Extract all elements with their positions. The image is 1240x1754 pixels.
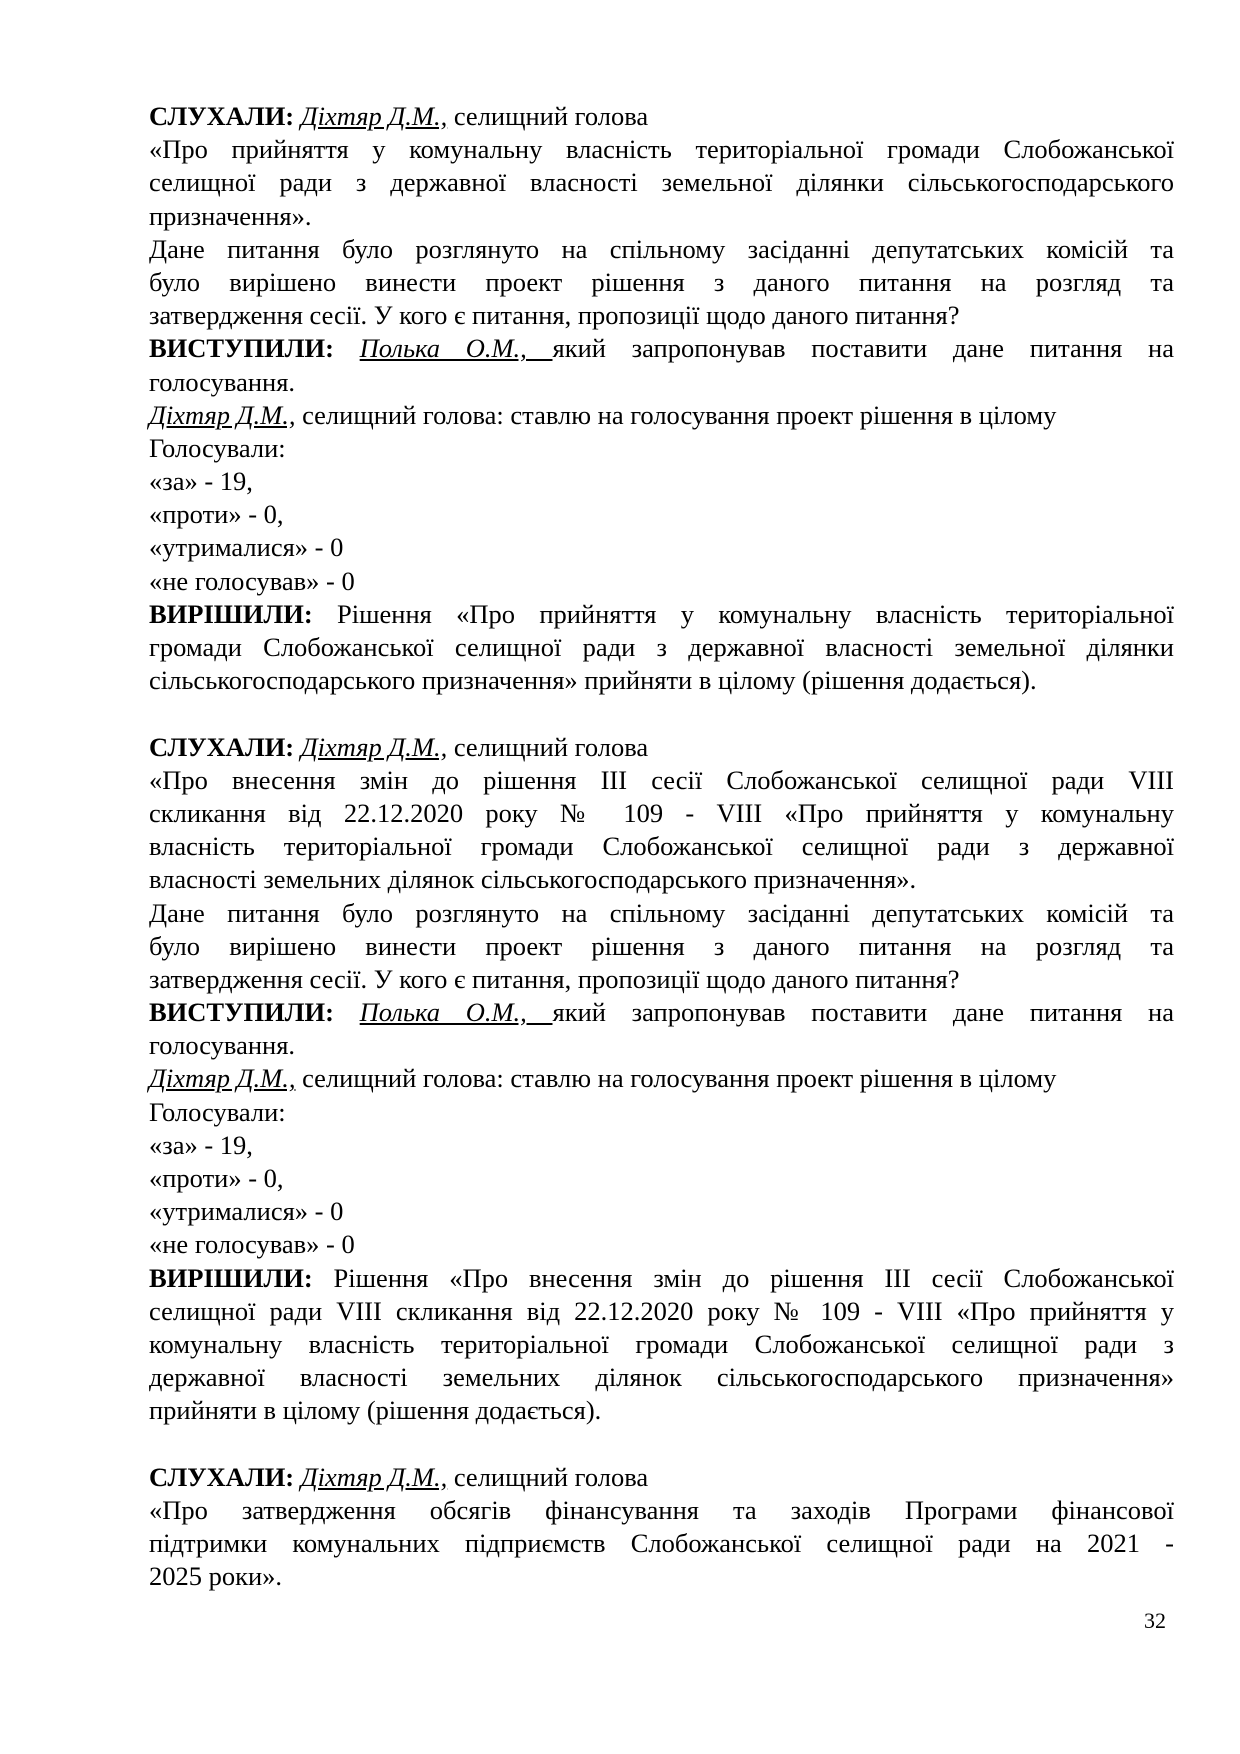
decision-line: комунальну власність територіальної громади Слобожанської селищної ради з	[149, 1328, 1174, 1359]
heard-label: СЛУХАЛИ:	[149, 101, 295, 131]
topic-line: призначення».	[149, 200, 312, 231]
chair-name: Діхтяр Д.М.,	[149, 1063, 296, 1094]
heard-line	[149, 100, 1174, 133]
decision-line	[149, 1262, 1174, 1295]
topic-line: селищної ради з державної власності земельної ділянки сільськогосподарського	[149, 167, 1174, 198]
decision-line: сільськогосподарського призначення» прийняти в цілому (рішення додається).	[149, 665, 1037, 696]
discussion-line: було вирішено винести проект рішення з даного питання на розгляд та	[149, 266, 1174, 297]
vote-for: «за» - 19,	[149, 466, 253, 497]
speaker-name: Діхтяр Д.М.,	[300, 1461, 448, 1492]
page-number: 32	[1144, 1608, 1166, 1633]
topic-line: 2025 роки».	[149, 1561, 283, 1592]
speaker-role: селищний голова	[453, 101, 649, 131]
vote-for: «за» - 19,	[149, 1129, 253, 1160]
vote-not-voted: «не голосував» - 0	[149, 565, 355, 596]
voted-label: Голосували:	[149, 1096, 286, 1127]
spoke-name: Полька О.М.,	[359, 997, 553, 1028]
heard-label: СЛУХАЛИ:	[149, 1461, 295, 1492]
speaker-name: Діхтяр Д.М.,	[300, 101, 448, 131]
chair-name: Діхтяр Д.М.,	[149, 399, 296, 430]
speaker-name: Діхтяр Д.М.,	[300, 731, 448, 762]
topic-line: власність територіальної громади Слобожанської селищної ради з державної	[149, 831, 1174, 862]
topic-line: власності земельних ділянок сільськогосподарського призначення».	[149, 864, 917, 895]
topic-line: «Про прийняття у комунальну власність територіальної громади Слобожанської	[149, 134, 1174, 165]
section-gap	[149, 1428, 1174, 1461]
section-gap	[149, 697, 1174, 730]
speaker-role: селищний голова	[453, 731, 649, 762]
spoke-label: ВИСТУПИЛИ:	[149, 333, 334, 364]
spoke-line	[149, 996, 1174, 1029]
vote-against: «проти» - 0,	[149, 1163, 284, 1193]
vote-not-voted: «не голосував» - 0	[149, 1229, 355, 1260]
decided-label: ВИРІШИЛИ:	[149, 598, 313, 629]
discussion-line: було вирішено винести проект рішення з даного питання на розгляд та	[149, 930, 1174, 961]
decision-line: селищної ради VIII скликання від 22.12.2020 року № 109 - VIII «Про прийняття у	[149, 1295, 1174, 1326]
voted-label: Голосували:	[149, 432, 286, 463]
heard-line	[149, 1461, 1174, 1494]
heard-line	[149, 731, 1174, 764]
decision-text: Рішення «Про внесення змін до рішення ІІІ сесії Слобожанської	[333, 1262, 1174, 1293]
chair-line	[149, 1062, 1174, 1095]
spoke-text: який запропонував поставити дане питання на	[552, 333, 1174, 364]
spoke-continuation: голосування.	[149, 366, 296, 397]
decision-line: прийняти в цілому (рішення додається).	[149, 1395, 602, 1426]
discussion-line: Дане питання було розглянуто на спільному засіданні депутатських комісій та	[149, 897, 1174, 928]
spoke-text: який запропонував поставити дане питання на	[552, 997, 1174, 1028]
vote-abstained: «утрималися» - 0	[149, 532, 344, 563]
discussion-line: Дане питання було розглянуто на спільному засіданні депутатських комісій та	[149, 233, 1174, 264]
discussion-line: затвердження сесії. У кого є питання, пропозиції щодо даного питання?	[149, 963, 960, 994]
spoke-label: ВИСТУПИЛИ:	[149, 997, 334, 1028]
vote-abstained: «утрималися» - 0	[149, 1196, 344, 1227]
decision-line	[149, 598, 1174, 631]
spoke-name: Полька О.М.,	[359, 333, 553, 364]
vote-against: «проти» - 0,	[149, 499, 284, 530]
decided-label: ВИРІШИЛИ:	[149, 1262, 313, 1293]
decision-line: громади Слобожанської селищної ради з державної власності земельної ділянки	[149, 632, 1174, 662]
chair-text: селищний голова: ставлю на голосування проект рішення в цілому	[295, 399, 1057, 430]
topic-line: «Про затвердження обсягів фінансування та заходів Програми фінансової	[149, 1494, 1174, 1525]
decision-text: Рішення «Про прийняття у комунальну власність територіальної	[337, 598, 1175, 629]
document-page	[149, 100, 1174, 1593]
topic-line: скликання від 22.12.2020 року № 109 - VIII «Про прийняття у комунальну	[149, 797, 1174, 828]
heard-label: СЛУХАЛИ:	[149, 731, 295, 762]
topic-line: «Про внесення змін до рішення ІІІ сесії Слобожанської селищної ради VIII	[149, 764, 1174, 795]
decision-line: державної власності земельних ділянок сільськогосподарського призначення»	[149, 1362, 1174, 1393]
discussion-line: затвердження сесії. У кого є питання, пропозиції щодо даного питання?	[149, 300, 960, 331]
speaker-role: селищний голова	[453, 1461, 649, 1492]
spoke-line	[149, 332, 1174, 365]
chair-text: селищний голова: ставлю на голосування проект рішення в цілому	[295, 1063, 1057, 1094]
topic-line: підтримки комунальних підприємств Слобожанської селищної ради на 2021 -	[149, 1528, 1174, 1559]
spoke-continuation: голосування.	[149, 1030, 296, 1061]
chair-line	[149, 399, 1174, 432]
